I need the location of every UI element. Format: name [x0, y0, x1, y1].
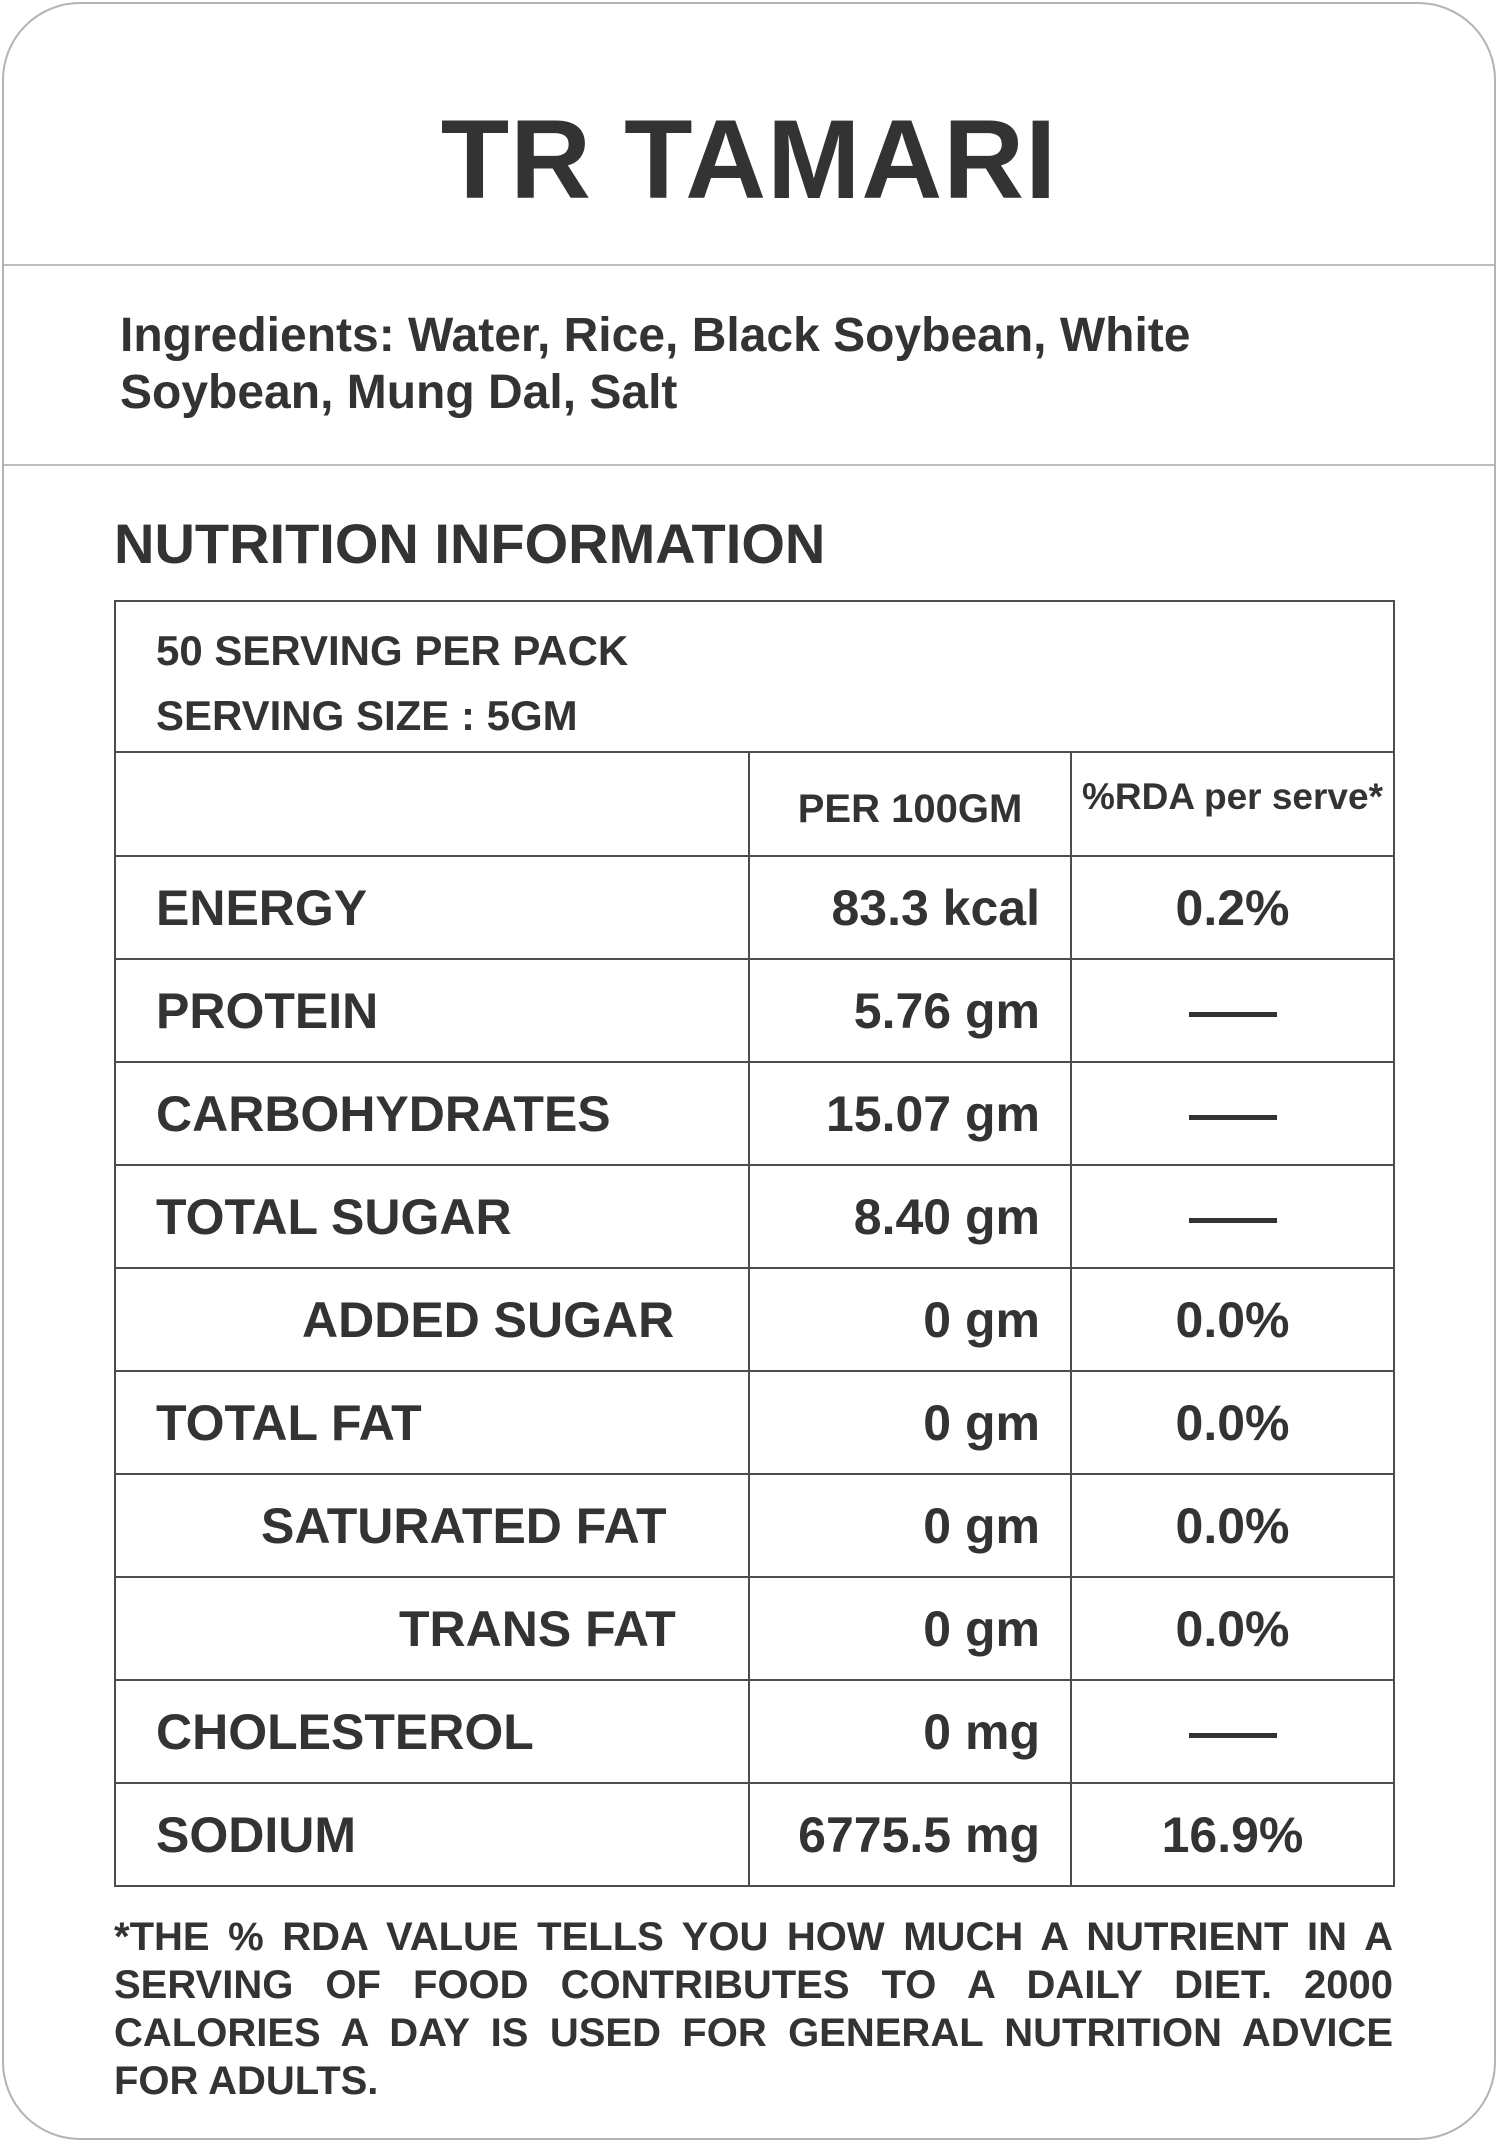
nutrient-value-per-100g: 0 gm [749, 1474, 1071, 1577]
not-applicable-dash [1189, 1733, 1277, 1738]
product-title: TR TAMARI [440, 97, 1058, 222]
nutrition-heading: NUTRITION INFORMATION [114, 512, 826, 575]
not-applicable-dash [1189, 1218, 1277, 1223]
nutrient-name: ENERGY [115, 856, 749, 959]
nutrient-value-per-100g: 83.3 kcal [749, 856, 1071, 959]
nutrient-row [115, 1062, 1394, 1165]
nutrition-label-card [2, 2, 1496, 2140]
nutrient-value-per-100g: 0 gm [749, 1577, 1071, 1680]
nutrient-name: PROTEIN [115, 959, 749, 1062]
nutrient-rda: 0.0% [1071, 1371, 1394, 1474]
serving-info-row [115, 601, 1394, 752]
nutrient-rda [1071, 1165, 1394, 1268]
nutrient-row [115, 959, 1394, 1062]
nutrient-rda [1071, 1680, 1394, 1783]
nutrient-rda: 0.0% [1071, 1474, 1394, 1577]
serving-size: SERVING SIZE : 5GM [156, 692, 578, 739]
not-applicable-dash [1189, 1115, 1277, 1120]
nutrient-value-per-100g: 8.40 gm [749, 1165, 1071, 1268]
serving-info-cell [115, 601, 1394, 752]
nutrition-table [114, 600, 1395, 1887]
header-nutrient [115, 752, 749, 856]
nutrient-row [115, 1474, 1394, 1577]
header-rda: %RDA per serve* [1071, 752, 1394, 856]
title-divider [4, 264, 1494, 266]
nutrient-row [115, 1577, 1394, 1680]
nutrient-name: CHOLESTEROL [115, 1680, 749, 1783]
servings-per-pack: 50 SERVING PER PACK [156, 627, 629, 674]
nutrient-value-per-100g: 5.76 gm [749, 959, 1071, 1062]
nutrient-value-per-100g: 0 gm [749, 1268, 1071, 1371]
nutrient-name: TOTAL SUGAR [115, 1165, 749, 1268]
nutrient-rda: 16.9% [1071, 1783, 1394, 1886]
nutrient-value-per-100g: 15.07 gm [749, 1062, 1071, 1165]
not-applicable-dash [1189, 1012, 1277, 1017]
nutrient-rda: 0.0% [1071, 1268, 1394, 1371]
nutrient-name: TRANS FAT [115, 1577, 749, 1680]
nutrient-name: SATURATED FAT [115, 1474, 749, 1577]
nutrient-rda: 0.0% [1071, 1577, 1394, 1680]
nutrient-name: ADDED SUGAR [115, 1268, 749, 1371]
nutrient-name: CARBOHYDRATES [115, 1062, 749, 1165]
nutrient-rda: 0.2% [1071, 856, 1394, 959]
nutrient-row [115, 1371, 1394, 1474]
nutrient-row [115, 1165, 1394, 1268]
ingredients-divider [4, 464, 1494, 466]
nutrient-row [115, 1268, 1394, 1371]
header-per-100g: PER 100GM [749, 752, 1071, 856]
nutrient-rda [1071, 959, 1394, 1062]
nutrient-value-per-100g: 6775.5 mg [749, 1783, 1071, 1886]
nutrient-name: SODIUM [115, 1783, 749, 1886]
nutrient-rda [1071, 1062, 1394, 1165]
column-header-row [115, 752, 1394, 856]
nutrient-row [115, 1783, 1394, 1886]
nutrient-value-per-100g: 0 mg [749, 1680, 1071, 1783]
nutrient-row [115, 856, 1394, 959]
nutrient-name: TOTAL FAT [115, 1371, 749, 1474]
nutrient-row [115, 1680, 1394, 1783]
rda-footnote: *THE % RDA VALUE TELLS YOU HOW MUCH A NUTRIENT IN A SERVING OF FOOD CONTRIBUTES TO A DAILY DIET. 2000 CALORIES A DAY IS USED FOR GENERAL NUTRITION ADVICE FOR ADULTS. [114, 1915, 1393, 2103]
ingredients-text: Ingredients: Water, Rice, Black Soybean, White Soybean, Mung Dal, Salt [120, 309, 1191, 419]
nutrient-value-per-100g: 0 gm [749, 1371, 1071, 1474]
